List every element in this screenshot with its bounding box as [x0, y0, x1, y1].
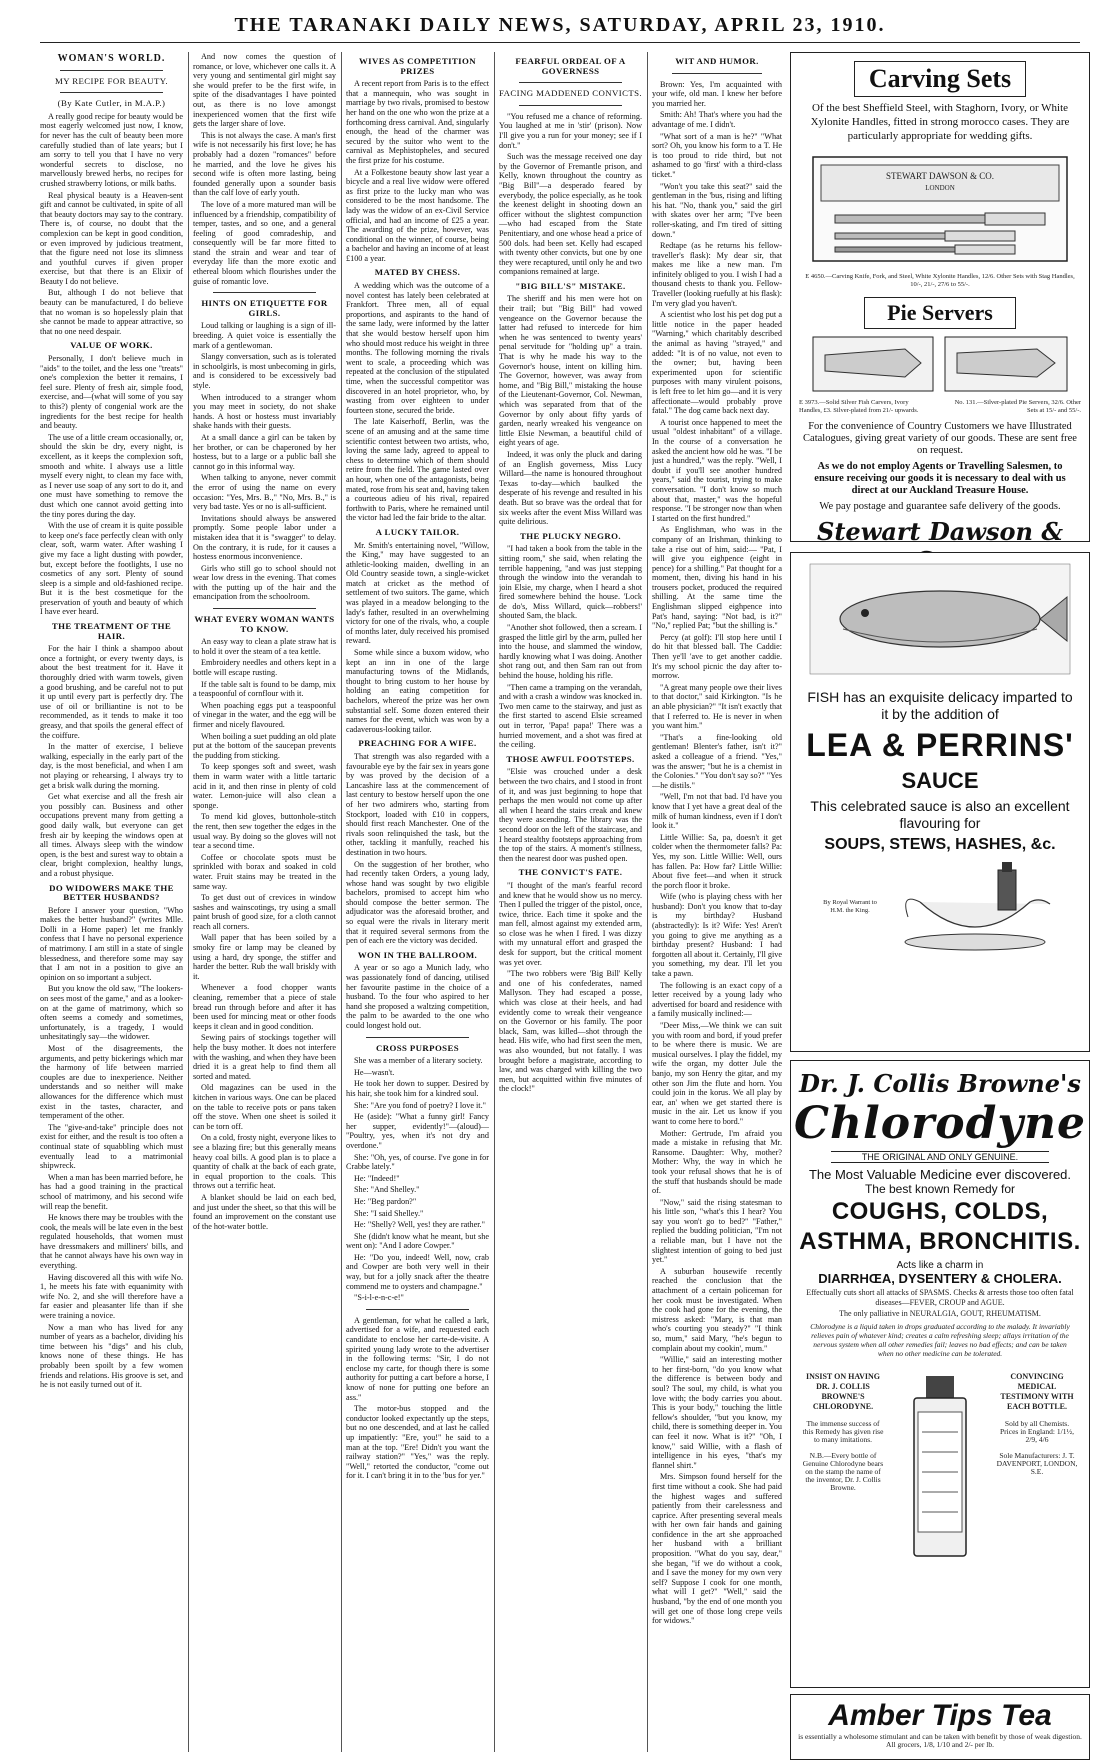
- paragraph: Brown: Yes, I'm acquainted with your wife, old man. I knew her before you married her.: [652, 79, 782, 108]
- paragraph: When poaching eggs put a teaspoonful of vinegar in the water, and the egg will be firmer and nicely flavoured.: [193, 700, 336, 729]
- masthead: THE TARANAKI DAILY NEWS, SATURDAY, APRIL 23, 1910.: [40, 14, 1080, 43]
- paragraph: "Well, I'm not that bad. I'd have you know that I yet have a great deal of the milk of human kindness, even if I don't look it.": [652, 792, 782, 831]
- ad-note: For the convenience of Country Customers we have Illustrated Catalogues, giving great variety of our goods. These are sent free on request.: [803, 421, 1077, 456]
- paragraph: That strength was also regarded with a favourable eye by the fair sex in years gone by was proved by the decision of a Lancashire lass at the commencement of last century to bestow herself upon the one of her two admirers who, starting from Stockport, loaded with £10 in coppers, should first reach Manchester. One of the rivals soon relinquished the task, but the other, tackling it manfully, reached his destination in two hours.: [346, 751, 489, 857]
- paragraph: He knows there may be troubles with the cook, the meals will be late even in the best regulated households, that women must have dressmakers and milliners' bills, and that he cannot always have his own way in everything.: [40, 1213, 183, 1271]
- column-womans-world: [40, 52, 183, 1752]
- subheading: WIT AND HUMOR.: [675, 56, 759, 66]
- divider: [60, 70, 163, 71]
- paragraph: Percy (at golf): I'll stop here until I do hit that blessed ball. The Caddie: Then ye'll 'ave to get another caddie. It's my school picnic the day after to-morrow.: [652, 632, 782, 681]
- ad-title: Amber Tips Tea: [828, 1699, 1052, 1732]
- box-city-label: LONDON: [925, 184, 955, 192]
- subheading: THOSE AWFUL FOOTSTEPS.: [506, 753, 635, 764]
- paragraph: Girls who still go to school should not wear low dress in the evening. That comes with the putting up of the hair and the emancipation from the schoolroom.: [193, 563, 336, 602]
- divider: [213, 608, 316, 609]
- paragraph: The love of a more matured man will be influenced by a friendship, compatibility of temper, tastes, and so one, and a general feeling of good comradeship, and consequently will be far more fitted to stand the strain and wear and tear of everyday life than the more exotic and ethereal bloom which flourishes under the guise of romantic love.: [193, 199, 336, 286]
- paragraph: At a small dance a girl can be taken by her brother, or can be chaperoned by her hostess, but to a large or a public ball she cannot go in this informal way.: [193, 432, 336, 471]
- paragraph: "Elsie was crouched under a desk between the two chairs, and I stood in front of it, and was just beginning to hope that perhaps the men would not come up after all when I heard the stairs creak and knew they were ascending. The library was the second door on the left of the staircase, and I heard stealthy footsteps approaching from the top of the stairs. A moment's stillness, then the nearest door was pushed open.: [499, 767, 642, 863]
- paragraph: "Another shot followed, then a scream. I grasped the little girl by the arm, pulled her into the house, and slammed the window, hardly knowing what I was doing. Another shot rang out, and then Sam ran out from behind the house, holding his rifle.: [499, 623, 642, 681]
- paragraph: Real physical beauty is a Heaven-sent gift and cannot be cultivated, in spite of all that beauty doctors may say to the contrary. There is, of course, no doubt that the complexion can be kept in good condition, or even improved by judicious treatment, that the figure need not lose its slimness and youthful curves if given proper exercise, but that there is an Elixir of Beauty I do not believe.: [40, 190, 183, 286]
- divider: [213, 292, 316, 293]
- ad-brand: Stewart Dawson &: [817, 517, 1063, 546]
- paragraph: "Then came a tramping on the verandah, and with a crash a window was knocked in. Two men came to the stairway, and just as the first started to ascend Elsie screamed out in terror, 'Papa! papa!' There was a hurried movement, and a shot was fired at the ceiling.: [499, 682, 642, 750]
- paragraph: "You refused me a chance of reforming. You laughed at me in 'stir' (prison). Now I'll give you a run for your money; see if I don't.": [499, 111, 642, 150]
- article-heading: MY RECIPE FOR BEAUTY.: [55, 75, 168, 86]
- column-rule: [188, 52, 189, 1752]
- subheading: A LUCKY TAILOR.: [375, 526, 460, 537]
- ad-note: As we do not employ Agents or Travelling Salesmen, to ensure receiving our goods it is necessary to deal with us direct at our Auckland Treasure House.: [814, 461, 1066, 496]
- paragraph: On the suggestion of her brother, who had recently taken Orders, a young lady, whose hand was sought by two eligible bachelors, promised to accept him who should compose the better sermon. The adjudicator was the aforesaid brother, and so equal were the rivals in literary merit that it required several sermons from the pen of each ere the victory was decided.: [346, 859, 489, 946]
- paragraph: Whenever a food chopper wants cleaning, remember that a piece of stale bread run through before and after it has been used for mincing meat or other foods keeps it clean and in good condition.: [193, 983, 336, 1031]
- paragraph: When talking to anyone, never commit the error of using the name on every occasion: "Yes, Mrs. B.," "No, Mrs. B.," is very bad taste. Yes or no is all-sufficient.: [193, 473, 336, 512]
- ad-nb: N.B.—Every bottle of Genuine Chlorodyne bears on the stamp the name of the inventor, Dr. J. Collis Browne.: [802, 1451, 884, 1492]
- paragraph: Before I answer your question, "Who makes the better husband?" (writes Mlle. Dolli in a Home paper) let me frankly confess that I have no personal experience of matrimony. I am still in a state of single blessedness, and therefore some may say that I am not in a position to give an opinion on so important a subject.: [40, 905, 183, 982]
- paragraph: In the matter of exercise, I believe walking, especially in the early part of the day, is the most beneficial, and when I am not playing or rehearsing, I always try to get a brisk walk during the morning.: [40, 742, 183, 790]
- paragraph: To get dust out of crevices in window sashes and wainscotings, try using a small paint brush of good size, for a cloth cannot reach all corners.: [193, 893, 336, 931]
- paragraph: She was a member of a literary society.: [354, 1056, 483, 1066]
- pie-server-illustration: [805, 333, 1075, 395]
- paragraph: He: "Indeed!": [354, 1173, 400, 1183]
- paragraph: He: "Do you, indeed! Well, now, crab and Cowper are both very well in their way, but for a jolly snack after the theatre commend me to oysters and champagne.": [346, 1252, 489, 1291]
- ad-right-col: [995, 1372, 1079, 1562]
- paragraph: A year or so ago a Munich lady, who was passionately fond of dancing, utilised her favourite pastime in the choice of a husband. To the four who aspired to her hand she proposed a waltzing competition, the palm to be awarded to the one who could longest hold out.: [346, 963, 489, 1030]
- paragraph: A scientist who lost his pet dog put a little notice in the paper headed "Warning," which charitably described the animal as having "strayed," and added: "It is of no value, not even to the owner; but, having been experimented upon for scientific purposes with many virulent poisons, is left free to let him go—and it is very affectionate—would probably prove fatal." The dog came back next day.: [652, 310, 782, 416]
- ad-caption: E 4650.—Carving Knife, Fork, and Steel, White Xylonite Handles, 12/6. Other Sets with Stag Handles, 10/-, 21/-, 27/6 to 55/-.: [805, 273, 1075, 288]
- ad-bottom-row: [791, 1368, 1089, 1566]
- paragraph: A tourist once happened to meet the usual "oldest inhabitant" of a village. In the course of a conversation he asked the ancient how old he was. "I be just a hundred," was the reply. "Well, I doubt if you'll see another hundred years," said the tourist, trying to make conversation. "I don't know so much about that, master," was the hopeful response. "I be stronger now than when I started on the first hundred.": [652, 417, 782, 523]
- paragraph: A gentleman, for what he called a lark, advertised for a wife, and requested each candidate to enclose her carte-de-visite. A spirited young lady wrote to the advertiser in the following terms: "Sir, I do not enclose my carte, for though there is some authority for putting a cart before a horse, I know of none for putting one before an ass.": [346, 1315, 489, 1402]
- paragraph: Old magazines can be used in the kitchen in various ways. One can be placed on the table to receive pots or pans taken off the stove. When one sheet is soiled it can be torn off.: [193, 1083, 336, 1131]
- paragraph: If the table salt is found to be damp, mix a teaspoonful of cornflour with it.: [193, 679, 336, 699]
- paragraph: This is not always the case. A man's first wife is not necessarily his first love; he has probably had a dozen "romances" before he married, and the love he gives his second wife is often more lasting, being founded generally upon a sounder basis than the calf love of early youth.: [193, 130, 336, 198]
- section-title: WOMAN'S WORLD.: [57, 53, 166, 64]
- paragraph: Personally, I don't believe much in "aids" to the toilet, and the less one "treats" one's complexion the better it remains, I feel sure. Plenty of fresh air, simple food, exercise, and—(what will some of you say to this?) plenty of congenial work are the ingredients for the best recipe for health and beauty.: [40, 354, 183, 431]
- ad-subheading-box: [864, 297, 1016, 329]
- ad-sold: Sold by all Chemists. Prices in England: 1/1½, 2/9, 4/6: [1000, 1419, 1074, 1444]
- column-rule: [341, 52, 342, 1752]
- paragraph: The sheriff and his men were hot on their trail; but "Big Bill" had vowed vengeance on the Governor because the latter had refused to intercede for him when he was sentenced to twenty years' penal servitude for "holding up" a train. That is why he made his way to the Governor's house, intent on killing him. The Governor, however, was away from home, and "Big Bill," mistaking the house of the Lieutenant-Governor, Col. Newman, which was separated from that of the Governor by only about fifty yards of garden, nearly wreaked his vengeance on little Elsie Newman, a beautiful child of eight years of age.: [499, 294, 642, 448]
- pie-captions: [791, 399, 1089, 415]
- ad-title: Carving Sets: [868, 64, 1012, 93]
- ad-heading-box: [854, 61, 1026, 97]
- paragraph: "That's a fine-looking old gentleman! Blenter's father, isn't it?" asked a colleague of a friend. "Yes," was the answer; "but he is a chemist in the Colonies." "You don't say so?" "Yes—he distils.": [652, 732, 782, 790]
- ad-uses: SOUPS, STEWS, HASHES, &c.: [824, 836, 1056, 853]
- subheading: FEARFUL ORDEAL OF A GOVERNESS: [515, 56, 626, 76]
- subheading: PREACHING FOR A WIFE.: [358, 738, 477, 749]
- paragraph: Mrs. Simpson found herself for the first time without a cook. She had paid the highest wages and suffered patiently from their carelessness and caprice. After presenting several meals with her own fair hands and gaining confidence in the art she approached her husband with a brilliant proposition. "What do you say, dear," she began, "if we do without a cook, and I save the money for my own very self? Suppose I cook for one month, what will I get?" "Well," said the husband, "by the end of one month you will get one of those long crepe veils for widows.": [652, 1472, 782, 1626]
- ad-line: FISH has an exquisite delicacy imparted to it by the addition of: [807, 689, 1073, 722]
- subheading: CROSS PURPOSES: [375, 1042, 460, 1053]
- paragraph: Invitations should always be answered promptly. Some people labor under a mistaken idea that it is "swagger" to delay. On the contrary, it is rude, for it causes a hostess enormous inconvenience.: [193, 513, 336, 562]
- paragraph: As Englishman, who was in the company of an Irishman, thinking to take a rise out of him, said:— "Pat, I will give you eighpence (eight in pence) for a shilling." Pat thought for a moment, then, diving his hand in his trousers pocket, produced the required shilling. At the same time the Englishman slipped eighpence into Pat's hand, saying: "Not bad, is it?" "No," replied Pat; "but the shilling is.": [652, 525, 782, 631]
- paragraph: The motor-bus stopped and the conductor looked expectantly up the steps, but no one descended, and at last he called up impatiently: "Ere, you!" he said to a man at the top. "Ere! Didn't you want the railway station?" "Yes," was the reply. "Well," retorted the conductor, "come out for it. I can't bring it in to the 'bus for yer.": [346, 1404, 489, 1481]
- divider: [519, 82, 622, 83]
- paragraph: He: "Shelly? Well, yes! they are rather.": [354, 1220, 485, 1230]
- bottle-illustration: [898, 1372, 982, 1562]
- paragraph: A really good recipe for beauty would be most eagerly welcomed just now, I know, for never has the cult of beauty been more carefully studied than of late years; but I am sorry to tell you that I have no very wonderful secrets to disclose, no marvellously brewed herbs, no recipes for crushed strawberry lotions, or milk baths.: [40, 111, 183, 188]
- ad-collis-browne: [790, 1060, 1090, 1688]
- paragraph: But you know the old saw, "The lookers-on sees most of the game," and as a looker-on at the game of matrimony, which so often seems a comedy and sometimes, unfortunately, is a tragedy, I would unhesitatingly say—the widower.: [40, 984, 183, 1042]
- paragraph: Wall paper that has been soiled by a smoky fire or lamp may be cleaned by using a hard, dry sponge, the stiffer and harder the better. Rub the wall briskly with it.: [193, 933, 336, 981]
- ad-lea-perrins: [790, 552, 1090, 1052]
- paragraph: The following is an exact copy of a letter received by a young lady who advertised for board and residence with a family musically inclined:—: [652, 980, 782, 1019]
- paragraph: Having discovered all this with wife No. 1, he meets his fate with equanimity with wife No. 2, and she will therefore have a far easier and pleasanter life than if she were training a novice.: [40, 1272, 183, 1321]
- column-governess: [499, 52, 642, 1752]
- ad-brand: Dr. J. Collis Browne's: [799, 1069, 1081, 1098]
- column-etiquette: [193, 52, 336, 1752]
- ad-line: The best known Remedy for: [864, 1182, 1016, 1196]
- ad-description: Of the best Sheffield Steel, with Staghorn, Ivory, or White Xylonite Handles, fitted in strong morocco cases. They are particularly appropriate for wedding gifts.: [810, 102, 1070, 142]
- paragraph: At a Folkestone beauty show last year a bicycle and a real live widow were offered as first prize to the lucky man who was considered to be the most handsome. The lady was the widow of an ex-Civil Service official, and had an income of £25 a year. The awarding of the prize, however, was conditional on the winner, of course, being a bachelor and having an income of at least £100 a year.: [346, 167, 489, 263]
- subheading: WON IN THE BALLROOM.: [357, 949, 478, 960]
- divider: [672, 73, 762, 74]
- paragraph: A blanket should be laid on each bed, and just under the sheet, so that this will be found an improvement on the constant use of the hot-water bottle.: [193, 1192, 336, 1231]
- paragraph: And now comes the question of romance, or love, whichever one calls it. A very young and sentimental girl might say she would prefer to be the first wife, in spite of the disadvantages I have pointed out, as there is no love amongst inexperienced women that the first wife gets the larger share of love.: [193, 52, 336, 129]
- ad-genuine: THE ORIGINAL AND ONLY GENUINE.: [831, 1151, 1049, 1163]
- ad-manufacturer: Sole Manufacturers: J. T. DAVENPORT, LONDON, S.E.: [996, 1451, 1078, 1476]
- paragraph: To mend kid gloves, buttonhole-stitch the rent, then sew together the edges in the usual way. By doing so the gloves will not tear a second time.: [193, 812, 336, 851]
- divider: [366, 1309, 469, 1310]
- royal-warrant: By Royal Warrant to H.M. the King.: [823, 899, 877, 914]
- subheading: DO WIDOWERS MAKE THE BETTER HUSBANDS?: [49, 882, 174, 903]
- paragraph: He (aside): "What a funny girl! Fancy her supper, evidently!"—(aloud)— "Poultry, yes, when it's not dry and overdone.": [346, 1112, 489, 1150]
- ad-caption: No. 131.—Silver-plated Pie Servers, 32/6. Other Sets at 15/- and 55/-.: [954, 399, 1081, 414]
- ad-caption: E 3973.—Solid Silver Fish Carvers, Ivory Handles, £3. Silver-plated from 21/- upwards.: [799, 399, 919, 414]
- paragraph: Such was the message received one day by the Governor of Fremantle prison, and Kelly, known throughout the country as "Big Bill"—a desperado feared by everybody, the police especially, as he took the keenest delight in shooting down an officer without the slightest compunction—who had escaped from the State Penitentiary, and one whose head a price of 500 dols. had been set. Kelly had escaped with twenty other convicts, but one by one they were recaptured, until only he and two companions remained at large.: [499, 152, 642, 277]
- divider: [519, 105, 622, 106]
- paragraph: She: "Oh, yes, of course. I've gone in for Crabbe lately.": [346, 1152, 489, 1172]
- ad-big-line: ASTHMA, BRONCHITIS.: [799, 1228, 1081, 1255]
- divider: [366, 1037, 469, 1038]
- paragraph: "The two robbers were 'Big Bill' Kelly and one of his confederates, named Mallyson. They had escaped a posse, which was close at their heels, and had evidently come to wreak their vengeance on the Governor or his family. The poor black, Sam, was killed—shot through the head. His wife, who had first seen the men, was also wounded, but not fatally. I was brought before a magistrate, according to law, and was charged with killing the two men, but acquitted within five minutes of the clock!": [499, 969, 642, 1094]
- ad-line: Acts like a charm in: [896, 1260, 984, 1271]
- paragraph: When boiling a suet pudding an old plate put at the bottom of the saucepan prevents the pudding from sticking.: [193, 731, 336, 760]
- paragraph: A suburban housewife recently reached the conclusion that the attachment of a certain policeman for her cook must be investigated. When the cook had gone for the evening, the mistress asked: "Mary, is that man who's courting you steady?" "I think so, mum," said Mary, "he's begun to complain about my cookin', mum.": [652, 1266, 782, 1353]
- paragraph: He took her down to supper. Desired by his hair, she took him for a kindred soul.: [346, 1079, 489, 1098]
- ad-line: This celebrated sauce is also an excellent flavouring for: [810, 798, 1070, 831]
- paragraph: Slangy conversation, such as is tolerated in schoolgirls, is most unbecoming in girls, and is considered to be excessively bad style.: [193, 352, 336, 390]
- ad-big-line: COUGHS, COLDS,: [831, 1198, 1049, 1225]
- ad-note: We pay postage and guarantee safe delivery of the goods.: [819, 501, 1061, 512]
- paragraph: To keep sponges soft and sweet, wash them in warm water with a little tartaric acid in it, and then rinse in plenty of cold water. Lemon-juice will also clean a sponge.: [193, 762, 336, 810]
- divider: [60, 92, 163, 93]
- paragraph: When a man has been married before, he has had a good training in the practical school of matrimony, and his second wife will reap the benefit.: [40, 1172, 183, 1211]
- ad-product: SAUCE: [901, 768, 979, 793]
- paragraph: On a cold, frosty night, everyone likes to see a blazing fire; but this generally means heavy coal bills. A good plan is to place a quantity of chalk at the back of each grate, in equal proportion to the coals. This throws out a terrific heat.: [193, 1133, 336, 1191]
- subheading: FACING MADDENED CONVICTS.: [499, 88, 642, 99]
- ad-immense: The immense success of this Remedy has given rise to many imitations.: [802, 1419, 884, 1444]
- ad-note: Chlorodyne is a liquid taken in drops graduated according to the malady. It invariably relieves pain of whatever kind; creates a calm refreshing sleep; allays irritation of the nervous system when all other remedies fail; leaves no bad effects; and can be taken when no other medicine can be tolerated.: [810, 1322, 1070, 1358]
- ad-subtitle: Pie Servers: [887, 300, 993, 325]
- paragraph: Indeed, it was only the pluck and daring of an English governess, Miss Lucy Willard—the name is honoured throughout Texas to-day—which baulked the desperate of his revenge and resulted in his death. But so brave was the ordeal that for six weeks after the event Miss Willard was quite delirious.: [499, 449, 642, 527]
- paragraph: With the use of cream it is quite possible to keep one's face perfectly clean with only clear, soft, warm water. After washing I give my face a light dusting with powder, but, except before the footlights, I use no cosmetics of any sort. Plenty of sound sleep is a simple and old-fashioned recipe. But it is the best cosmetique for the preservation of youth and beauty of which I have ever heard.: [40, 521, 183, 617]
- subheading: MATED BY CHESS.: [374, 267, 461, 278]
- sauce-boat-row: [791, 862, 1089, 952]
- paragraph: Little Willie: Sa, pa, doesn't it get colder when the thermometer falls? Pa: Yes, my son. Little Willie: Well, ours has fallen. Pa: How far? Little Willie: About five feet—and when it struck the porch floor it broke.: [652, 832, 782, 890]
- ad-product: Chlorodyne: [794, 1098, 1086, 1149]
- column-rule: [647, 52, 648, 1752]
- sauce-boat-illustration: [890, 862, 1060, 952]
- paragraph: "Now," said the rising statesman to his little son, "what's this I hear? You say you won't go to bed?" "Father," replied the budding politician, "I'm not a reliable man, but I have not the slightest intention of going to bed just yet.": [652, 1197, 782, 1265]
- paragraph: Coffee or chocolate spots must be sprinkled with borax and soaked in cold water. Fruit stains may be treated in the same way.: [193, 852, 336, 891]
- column-competition-prizes: [346, 52, 489, 1752]
- article-byline: (By Kate Cutler, in M.A.P.): [57, 98, 166, 109]
- paragraph: Wife (who is playing chess with her husband): Don't you know that to-day is my birthday? Husband (abstractedly): Is it? Wife: Yes! Aren't you going to give me anything as a birthday present? Husband: I had forgotten all about it. Certainly, I'll give you something, my dear. I'll let you take a pawn.: [652, 892, 782, 979]
- box-brand-label: STEWART DAWSON & CO.: [885, 171, 995, 181]
- paragraph: Loud talking or laughing is a sign of ill-breeding. A quiet voice is essentially the mark of a gentlewoman.: [193, 321, 336, 350]
- ad-line: The only palliative in NEURALGIA, GOUT, RHEUMATISM.: [839, 1309, 1041, 1318]
- column-wit-and-humor: [652, 52, 782, 1752]
- paragraph: But, although I do not believe that beauty can be manufactured, I do believe that no woman is so hopelessly plain that she cannot be made to appear attractive, so that no one need despair.: [40, 288, 183, 336]
- ad-line: Effectually cuts short all attacks of SPASMS. Checks & arrests those too often fatal diseases—FEVER, CROUP and AGUE.: [806, 1288, 1074, 1307]
- ad-left-col: [801, 1372, 885, 1562]
- paragraph: The use of a little cream occasionally, or, should the skin be dry, every night, is excellent, as it keeps the complexion soft, smooth and white. I always use a little myself every night, to clean my face with, as I never use soap of any sort to do it, and one must have something to remove the dust which one cannot avoid getting into the tiny pores during the day.: [40, 432, 183, 519]
- paragraph: A wedding which was the outcome of a novel contest has lately been celebrated at Frankfort. Three men, all of equal proportions, and aspirants to the hand of the same lady, were informed by the latter that she would bestow herself upon him who should most reduce his weight in three months. The following morning the rivals went to scale, a proceeding which was repeated at the conclusion of the stipulated time, when the successful competitor was discovered in an hotel proprietor, who, by wasting from over eighteen to under fourteen stone, secured the bride.: [346, 281, 489, 415]
- paragraph: The "give-and-take" principle does not exist for either, and the result is too often a continual state of squabbling which must eventually lead to a matrimonial shipwreck.: [40, 1122, 183, 1171]
- paragraph: "Won't you take this seat?" said the gentleman in the 'bus, rising and lifting his hat. "No, thank you," said the girl with skates over her arm; "I've been roller-skating, and I'm tired of sitting down.": [652, 181, 782, 239]
- paragraph: The late Kaiserhoff, Berlin, was the scene of an amusing and at the same time scientific contest between two artists, who, loving the same lady, agreed to appeal to chess to determine which of them should retire from the field. The game lasted over an hour, when one of the antagonists, being mated, rose from his seat and, having taken a courteous adieu of his rival, repaired forthwith to Paris, where he remained until the victor had led the fair bride to the altar.: [346, 417, 489, 523]
- paragraph: She: "Are you fond of poetry? I love it.": [354, 1100, 486, 1110]
- paragraph: Mother: Gertrude, I'm afraid you made a mistake in refusing that Mr. Ransome. Daughter: Why, mother? Mother: Why, the way in which he took your refusal shows that he is of the stuff that husbands should be made of.: [652, 1128, 782, 1196]
- paragraph: Embroidery needles and others kept in a bottle will escape rusting.: [193, 658, 336, 678]
- subheading: "BIG BILL'S" MISTAKE.: [515, 280, 626, 291]
- paragraph: An easy way to clean a plate straw hat is to hold it over the steam of a tea kettle.: [193, 637, 336, 656]
- ad-subtitle: is essentially a wholesome stimulant and can be taken with benefit by those of weak digestion. All grocers, 1/8, 1/10 and 2/- per lb.: [798, 1732, 1082, 1749]
- ad-insist: INSIST ON HAVING DR. J. COLLIS BROWNE'S CHLORODYNE.: [806, 1372, 880, 1411]
- ad-amber-tips-tea: [790, 1694, 1090, 1760]
- ad-brand: LEA & PERRINS': [806, 727, 1074, 763]
- paragraph: Sewing pairs of stockings together will help the busy mother. It does not interfere with the washing, and when they have been dried it is a great help to find them all sorted and mated.: [193, 1033, 336, 1081]
- paragraph: She (didn't know what he meant, but she went on): "And I adore Cowper.": [346, 1231, 489, 1251]
- carving-set-illustration: [805, 149, 1075, 269]
- paragraph: She: "I said Shelley.": [354, 1208, 424, 1218]
- subheading: THE TREATMENT OF THE HAIR.: [51, 621, 172, 641]
- subheading: VALUE OF WORK.: [70, 340, 153, 351]
- paragraph: Some while since a buxom widow, who kept an inn in one of the large manufacturing towns of the Midlands, thought to bring custom to her house by holding an eating competition for bachelors, whereof the prize was her own substantial self. Some dozen entered their names for the event, which was won by a cadaverous-looking tailor.: [346, 648, 489, 734]
- paragraph: Mr. Smith's entertaining novel, "Willow, the King," may have suggested to an athletic-looking maiden, dwelling in an Old Country seaside town, a single-wicket match at cricket as the method of settlement of two suitors. The game, which was played in a meadow belonging to the lady's father, resulted in an overwhelming victory for one of the rivals, who, a couple of months later, duly received his promised reward.: [346, 540, 489, 646]
- paragraph: He: "Beg pardon?": [354, 1196, 417, 1206]
- subheading: HINTS ON ETIQUETTE FOR GIRLS.: [201, 298, 328, 318]
- paragraph: "I thought of the man's fearful record and knew that he would show us no mercy. Then I pulled the trigger of the pistol, once, twice, thrice. Each time it spoke and the man fell, almost against my extended arm, so close was he when I fired. I was dizzy with my unnatural effort and grasped the desk for support, but the critical moment was yet over.: [499, 880, 642, 967]
- subheading: THE PLUCKY NEGRO.: [519, 530, 622, 541]
- paragraph: "Deer Miss,—We think we can suit you with room and bord, if youd prefer to be where there is music. We are musical ourselves. I play the fiddel, my wife the organ, my dotter Jule the banjo, my son Henry the gitar, and my other son Jim the flute and horn. You could join in the korus. We all play by ear, an' when we get started there is music in the air. Let us know if you want to come here to bord.": [652, 1021, 782, 1126]
- ad-line: DIARRHŒA, DYSENTERY & CHOLERA.: [818, 1271, 1062, 1286]
- paragraph: Get what exercise and all the fresh air you possibly can. Business and other occupations prevent many from getting a good daily walk, but everyone can get fresh air by keeping the windows open at all times. Always sleep with the window open, is the best and surest way to obtain a clear, bright complexion, healthy lungs, and a robust physique.: [40, 792, 183, 878]
- ad-line: The Most Valuable Medicine ever discovered.: [808, 1167, 1072, 1182]
- paragraph: For the hair I think a shampoo about once a fortnight, or every twenty days, is about the best treatment for it. Have it thoroughly dried with warm towels, given a good brushing, and be careful not to put it up until every part is perfectly dry. The use of oil or brilliantine is not to be recommended, as it tends to make it too greasy, and that spoils the general effect of the coiffure.: [40, 644, 183, 740]
- paragraph: Now a man who has lived for any number of years as a bachelor, dividing his time between his "digs" and his club, knows none of these things. He has probably been spoilt by a few women friends and relations. His groove is set, and he is not easily turned out of it.: [40, 1322, 183, 1390]
- paragraph: "What sort of a man is he?" "What sort? Oh, you know his form to a T. He is too proud to ride third, but not ashamed to go 'first' with a third-class ticket.": [652, 131, 782, 179]
- paragraph: "A great many people owe their lives to that doctor," said Kirkington. "Is he an able physician?" "It isn't exactly that that I referred to. He is never in when you want him.": [652, 682, 782, 731]
- ad-carving-sets: [790, 52, 1090, 546]
- subheading: THE CONVICT'S FATE.: [518, 867, 623, 878]
- advertisements-column: [790, 52, 1090, 1760]
- subheading: WHAT EVERY WOMAN WANTS TO KNOW.: [194, 614, 335, 634]
- paragraph: A recent report from Paris is to the effect that a mannequin, who was sought in marriage by two rivals, promised to bestow her hand on the one who won the prize at a forthcoming dress carnival. And, singularly enough, the head of the charmer was secured by the suitor who went to the carnival as Mephistopheles, and secured the first prize for his costume.: [346, 79, 489, 165]
- paragraph: "S-i-l-e-n-c-e!": [354, 1293, 404, 1303]
- ad-convincing: CONVINCING MEDICAL TESTIMONY WITH EACH BOTTLE.: [1000, 1372, 1074, 1411]
- paragraph: When introduced to a stranger whom you may meet in society, do not shake hands. A host or hostess must invariably shake hands with their guests.: [193, 392, 336, 431]
- paragraph: He—wasn't.: [354, 1067, 395, 1077]
- paragraph: Smith: Ah! That's where you had the advantage of me. I didn't.: [652, 110, 782, 129]
- fish-illustration: [805, 559, 1075, 679]
- paragraph: She: "And Shelley.": [354, 1185, 420, 1195]
- column-rule: [494, 52, 495, 1752]
- paragraph: "Willie," said an interesting mother to her first-born, "do you know what the difference is between body and soul? The soul, my child, is what you love with; the body carries you about. This is your body," touching the little fellow's shoulder, "but you know, my child, there is something deeper in. You can feel it now. What is it?" "Oh, I know," said Willie, with a flash of intelligence in his eyes, "that's my flannel shirt.": [652, 1355, 782, 1470]
- paragraph: "I had taken a book from the table in the sitting room," she said, when relating the terrible happening, "and was just stepping through the window into the verandah to join Elsie, my charge, when I heard a shot fired somewhere behind the house. 'Lock de do's, Miss Willard, quick—robbers!' shouted Sam, the black.: [499, 544, 642, 621]
- paragraph: Redtape (as he returns his fellow-traveller's flask): My dear sir, that makes me like a new man. I'm infinitely obliged to you. I wish I had a thousand chests to thank you. Fellow-Traveller (looking ruefully at his flask): I'm very glad you haven't.: [652, 241, 782, 308]
- paragraph: Most of the disagreements, the arguments, and petty bickerings which mar the harmony of life between married couples are due to inexperience. Neither understands and so neither will make allowances for the difference which must exist in the tastes, character, and temperament of the other.: [40, 1044, 183, 1121]
- subheading: WIVES AS COMPETITION PRIZES: [358, 56, 476, 76]
